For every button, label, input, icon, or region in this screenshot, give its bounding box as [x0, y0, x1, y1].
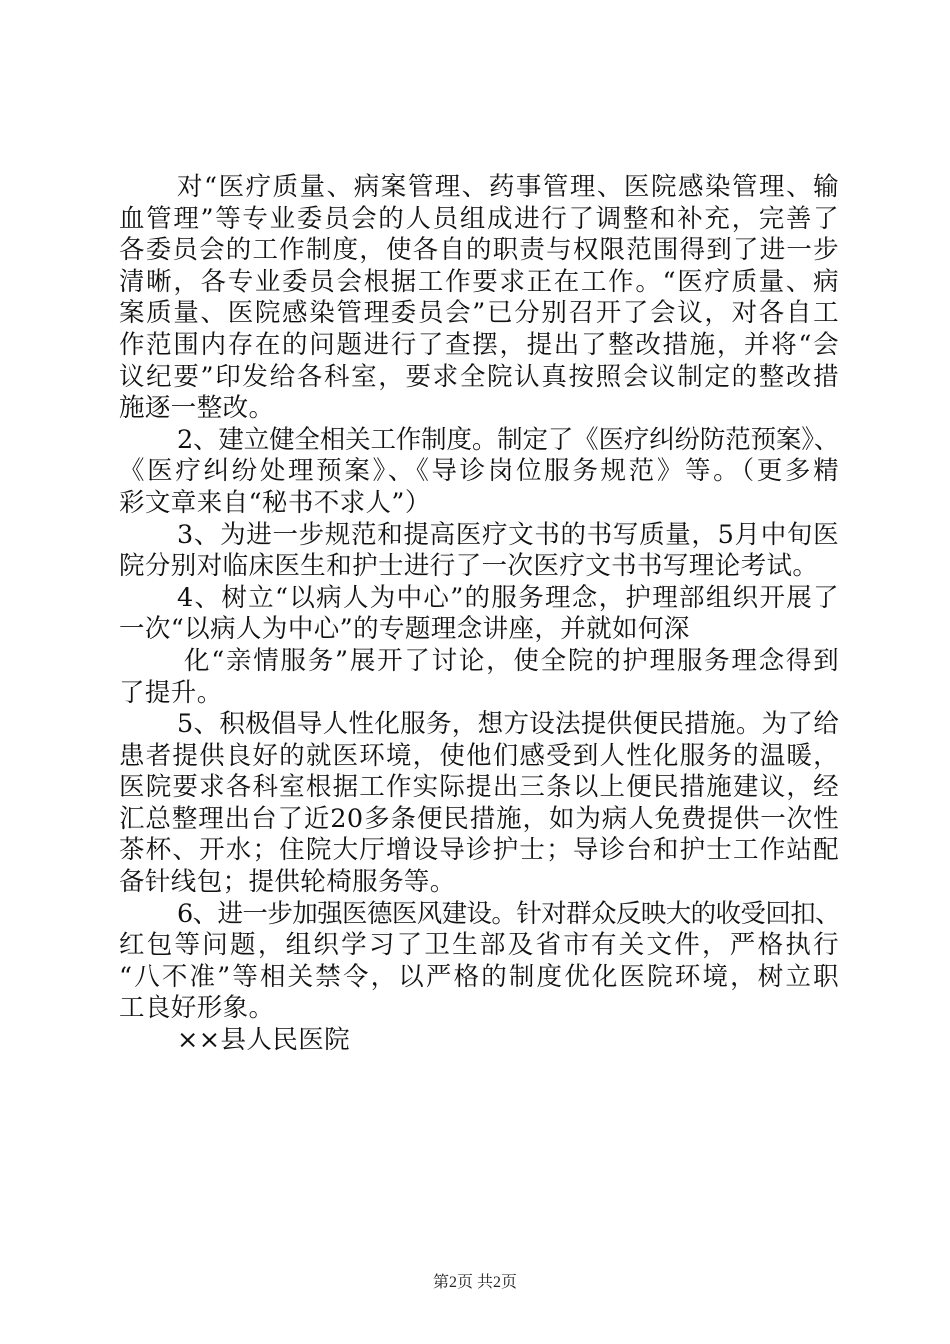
text-line: 彩文章来自“秘书不求人”） [119, 487, 431, 518]
text-line: 院分别对临床医生和护士进行了一次医疗文书书写理论考试。 [119, 551, 819, 582]
text-line: 一次“以病人为中心”的专题理念讲座，并就如何深 [119, 614, 690, 645]
text-line: 茶杯、开水；住院大厅增设导诊护士；导诊台和护士工作站配 [119, 835, 839, 866]
text-line: 各委员会的工作制度，使各自的职责与权限范围得到了进一步 [119, 235, 839, 266]
text-line: 清晰，各专业委员会根据工作要求正在工作。“医疗质量、病 [119, 266, 839, 297]
text-line: 《医疗纠纷处理预案》、《导诊岗位服务规范》等。（更多精 [119, 456, 839, 487]
text-line: 5、积极倡导人性化服务，想方设法提供便民措施。为了给 [177, 709, 839, 740]
page-number-label: 第2页 共2页 [432, 1274, 517, 1291]
text-line: 作范围内存在的问题进行了查摆，提出了整改措施，并将“会 [119, 329, 839, 360]
text-line: 血管理”等专业委员会的人员组成进行了调整和补充，完善了 [119, 203, 839, 234]
text-line: 化“亲情服务”展开了讨论，使全院的护理服务理念得到 [184, 645, 839, 676]
text-line: 汇总整理出台了近20多条便民措施，如为病人免费提供一次性 [119, 803, 839, 834]
text-line: 4、树立“以病人为中心”的服务理念，护理部组织开展了 [177, 582, 839, 613]
text-line: 了提升。 [119, 677, 223, 708]
text-line: 议纪要”印发给各科室，要求全院认真按照会议制定的整改措 [119, 361, 839, 392]
text-line: 备针线包；提供轮椅服务等。 [119, 867, 456, 898]
text-line: 2、建立健全相关工作制度。制定了《医疗纠纷防范预案》、 [177, 424, 839, 455]
text-line: 3、为进一步规范和提高医疗文书的书写质量，5月中旬医 [177, 519, 839, 550]
text-line: 工良好形象。 [119, 993, 275, 1024]
page-footer [0, 1273, 950, 1293]
document-body [119, 172, 839, 1057]
text-line: 医院要求各科室根据工作实际提出三条以上便民措施建议，经 [119, 772, 839, 803]
text-line: 6、进一步加强医德医风建设。针对群众反映大的收受回扣、 [177, 898, 841, 929]
text-line: 患者提供良好的就医环境，使他们感受到人性化服务的温暖， [119, 740, 839, 771]
text-line: “八不准”等相关禁令，以严格的制度优化医院环境，树立职 [119, 961, 839, 992]
text-line: 施逐一整改。 [119, 393, 275, 424]
text-line: 红包等问题，组织学习了卫生部及省市有关文件，严格执行 [119, 930, 839, 961]
text-line: 案质量、医院感染管理委员会”已分别召开了会议，对各自工 [119, 298, 839, 329]
text-line: 对“医疗质量、病案管理、药事管理、医院感染管理、输 [177, 172, 839, 202]
signature-line: ××县人民医院 [177, 1025, 351, 1056]
